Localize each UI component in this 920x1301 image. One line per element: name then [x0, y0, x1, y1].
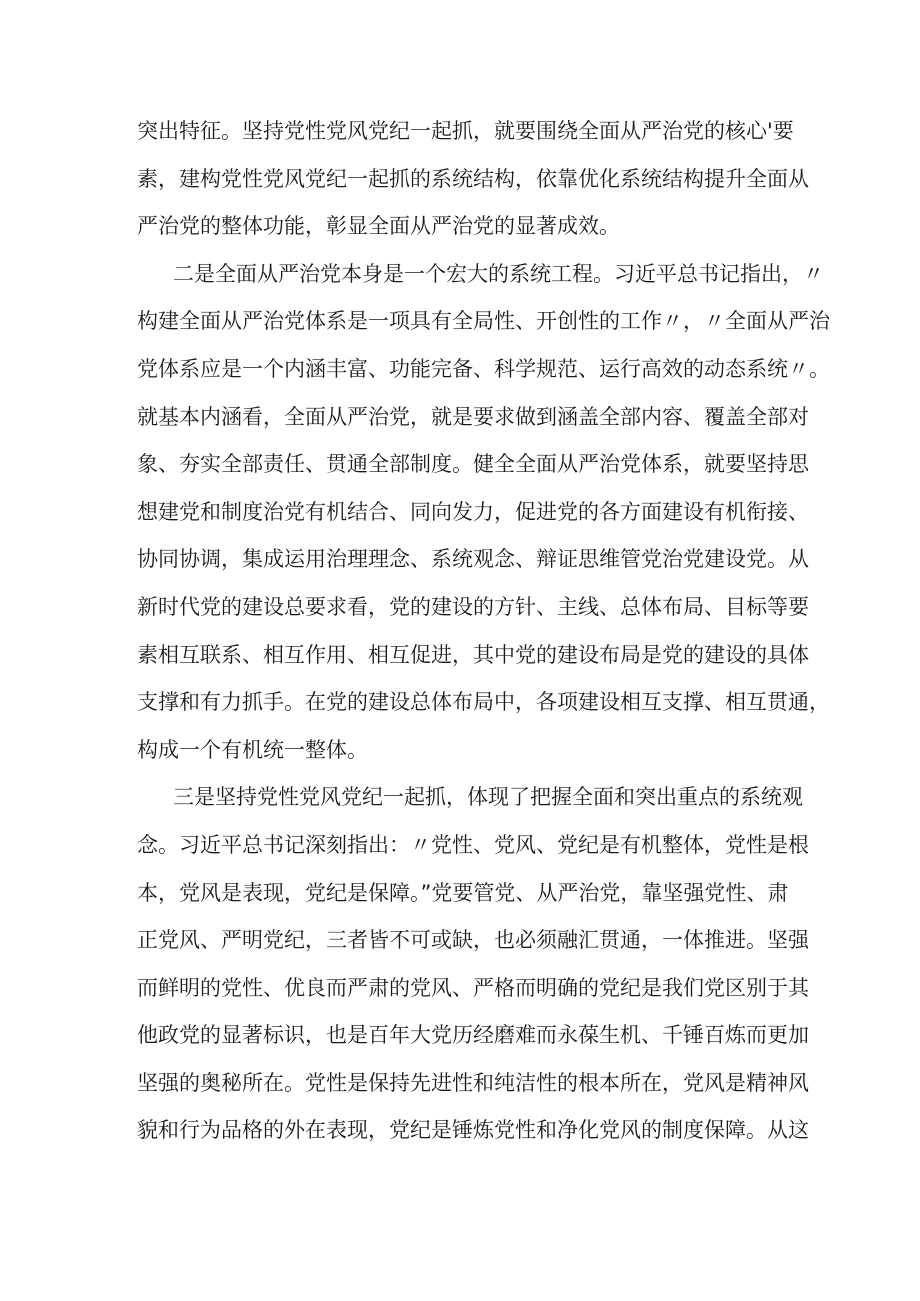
text-line: 象、夯实全部责任、贯通全部制度。健全全面从严治党体系，就要坚持思: [137, 452, 809, 477]
text-line: 正党风、严明党纪，三者皆不可或缺，也必须融汇贯通，一体推进。坚强: [137, 928, 809, 953]
text-line: 党体系应是一个内涵丰富、功能完备、科学规范、运行高效的动态系统〃。: [137, 356, 830, 381]
text-line: 就基本内涵看，全面从严治党，就是要求做到涵盖全部内容、覆盖全部对: [137, 404, 809, 429]
text-line: 协同协调，集成运用治理理念、系统观念、辩证思维管党治党建设党。从: [137, 547, 809, 572]
text-line: 构建全面从严治党体系是一项具有全局性、开创性的工作〃，〃全面从严治: [137, 309, 830, 334]
body-text: [137, 108, 830, 1155]
text-line: 三是坚持党性党风党纪一起抓，体现了把握全面和突出重点的系统观: [173, 785, 803, 810]
text-line: 二是全面从严治党本身是一个宏大的系统工程。习近平总书记指出，〃: [173, 261, 824, 286]
text-line: 他政党的显著标识，也是百年大党历经磨难而永葆生机、千锤百炼而更加: [137, 1023, 809, 1048]
text-line: 坚强的奥秘所在。党性是保持先进性和纯洁性的根本所在，党风是精神风: [137, 1070, 809, 1095]
text-line: 素，建构党性党风党纪一起抓的系统结构，依靠优化系统结构提升全面从: [137, 166, 809, 191]
text-line: 念。习近平总书记深刻指出：〃党性、党风、党纪是有机整体，党性是根: [137, 832, 809, 857]
text-line: 素相互联系、相互作用、相互促进，其中党的建设布局是党的建设的具体: [137, 642, 809, 667]
paragraph-3: [137, 774, 809, 1155]
text-line: 本，党风是表现，党纪是保障。”党要管党、从严治党，靠坚强党性、肃: [137, 880, 789, 905]
text-line: 想建党和制度治党有机结合、同向发力，促进党的各方面建设有机衔接、: [137, 499, 809, 524]
text-line: 新时代党的建设总要求看，党的建设的方针、主线、总体布局、目标等要: [137, 594, 809, 619]
paragraph-1: [137, 108, 809, 251]
text-line: 严治党的整体功能，彰显全面从严治党的显著成效。: [137, 214, 620, 239]
text-line: 而鲜明的党性、优良而严肃的党风、严格而明确的党纪是我们党区别于其: [137, 975, 809, 1000]
text-line: 构成一个有机统一整体。: [137, 737, 368, 762]
text-line: 支撑和有力抓手。在党的建设总体布局中，各项建设相互支撑、相互贯通，: [137, 690, 830, 715]
text-line: 突出特征。坚持党性党风党纪一起抓，就要围绕全面从严治党的核心'要: [137, 119, 794, 143]
paragraph-2: [137, 251, 830, 775]
text-line: 貌和行为品格的外在表现，党纪是锤炼党性和净化党风的制度保障。从这: [137, 1118, 809, 1143]
